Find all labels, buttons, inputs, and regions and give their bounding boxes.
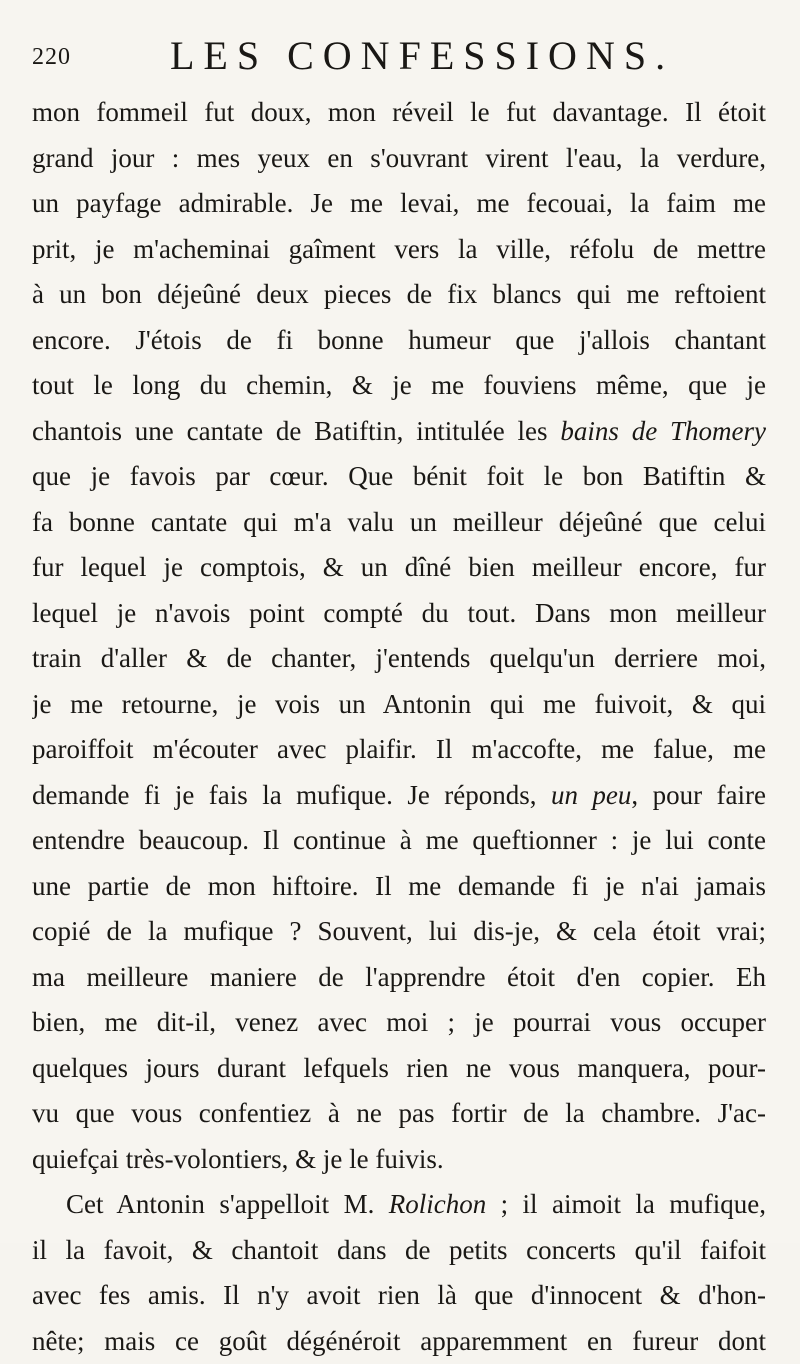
text-segment: Cet Antonin s'appelloit M. xyxy=(66,1189,389,1219)
paragraph-end-line: quiefçai très-volontiers, & je le fuivis. xyxy=(32,1137,766,1183)
text-line: mon fommeil fut doux, mon réveil le fut davantage. Il étoit xyxy=(32,90,766,136)
text-line: nête; mais ce goût dégénéroit apparemment en fureur dont xyxy=(32,1319,766,1364)
text-line: train d'aller & de chanter, j'entends quelqu'un derriere moi, xyxy=(32,636,766,682)
text-line: grand jour : mes yeux en s'ouvrant virent l'eau, la verdure, xyxy=(32,136,766,182)
text-line: à un bon déjeûné deux pieces de fix blancs qui me reftoient xyxy=(32,272,766,318)
text-line: encore. J'étois de fi bonne humeur que j'allois chantant xyxy=(32,318,766,364)
text-segment: , pour faire xyxy=(631,780,766,810)
italic-name: Rolichon xyxy=(389,1189,486,1219)
text-line: une partie de mon hiftoire. Il me demande fi je n'ai jamais xyxy=(32,864,766,910)
text-line: je me retourne, je vois un Antonin qui me fuivoit, & qui xyxy=(32,682,766,728)
text-line: fa bonne cantate qui m'a valu un meilleur déjeûné que celui xyxy=(32,500,766,546)
text-line: vu que vous confentiez à ne pas fortir de la chambre. J'ac- xyxy=(32,1091,766,1137)
text-line: entendre beaucoup. Il continue à me queftionner : je lui conte xyxy=(32,818,766,864)
italic-title: bains de Thomery xyxy=(560,416,766,446)
text-line: il la favoit, & chantoit dans de petits concerts qu'il faifoit xyxy=(32,1228,766,1274)
text-line: paroiffoit m'écouter avec plaifir. Il m'accofte, me falue, me xyxy=(32,727,766,773)
running-title: LES CONFESSIONS. xyxy=(170,32,674,79)
text-segment: ; il aimoit la mufique, xyxy=(486,1189,766,1219)
text-line: bien, me dit-il, venez avec moi ; je pourrai vous occuper xyxy=(32,1000,766,1046)
page-number: 220 xyxy=(32,44,71,71)
text-line: copié de la mufique ? Souvent, lui dis-je, & cela étoit vrai; xyxy=(32,909,766,955)
text-segment: chantois une cantate de Batiftin, intitulée les xyxy=(32,416,560,446)
body-text xyxy=(32,90,766,1364)
text-line: que je favois par cœur. Que bénit foit le bon Batiftin & xyxy=(32,454,766,500)
text-line: prit, je m'acheminai gaîment vers la ville, réfolu de mettre xyxy=(32,227,766,273)
text-segment: demande fi je fais la mufique. Je réponds, xyxy=(32,780,551,810)
text-line: quelques jours durant lefquels rien ne vous manquera, pour- xyxy=(32,1046,766,1092)
text-line xyxy=(32,773,766,819)
text-line xyxy=(32,409,766,455)
text-line: tout le long du chemin, & je me fouviens même, que je xyxy=(32,363,766,409)
text-line: avec fes amis. Il n'y avoit rien là que d'innocent & d'hon- xyxy=(32,1273,766,1319)
text-line: ma meilleure maniere de l'apprendre étoit d'en copier. Eh xyxy=(32,955,766,1001)
text-line: fur lequel je comptois, & un dîné bien meilleur encore, fur xyxy=(32,545,766,591)
italic-phrase: un peu xyxy=(551,780,631,810)
paragraph-start-line xyxy=(32,1182,766,1228)
text-line: lequel je n'avois point compté du tout. Dans mon meilleur xyxy=(32,591,766,637)
running-head xyxy=(32,30,772,80)
text-line: un payfage admirable. Je me levai, me fecouai, la faim me xyxy=(32,181,766,227)
